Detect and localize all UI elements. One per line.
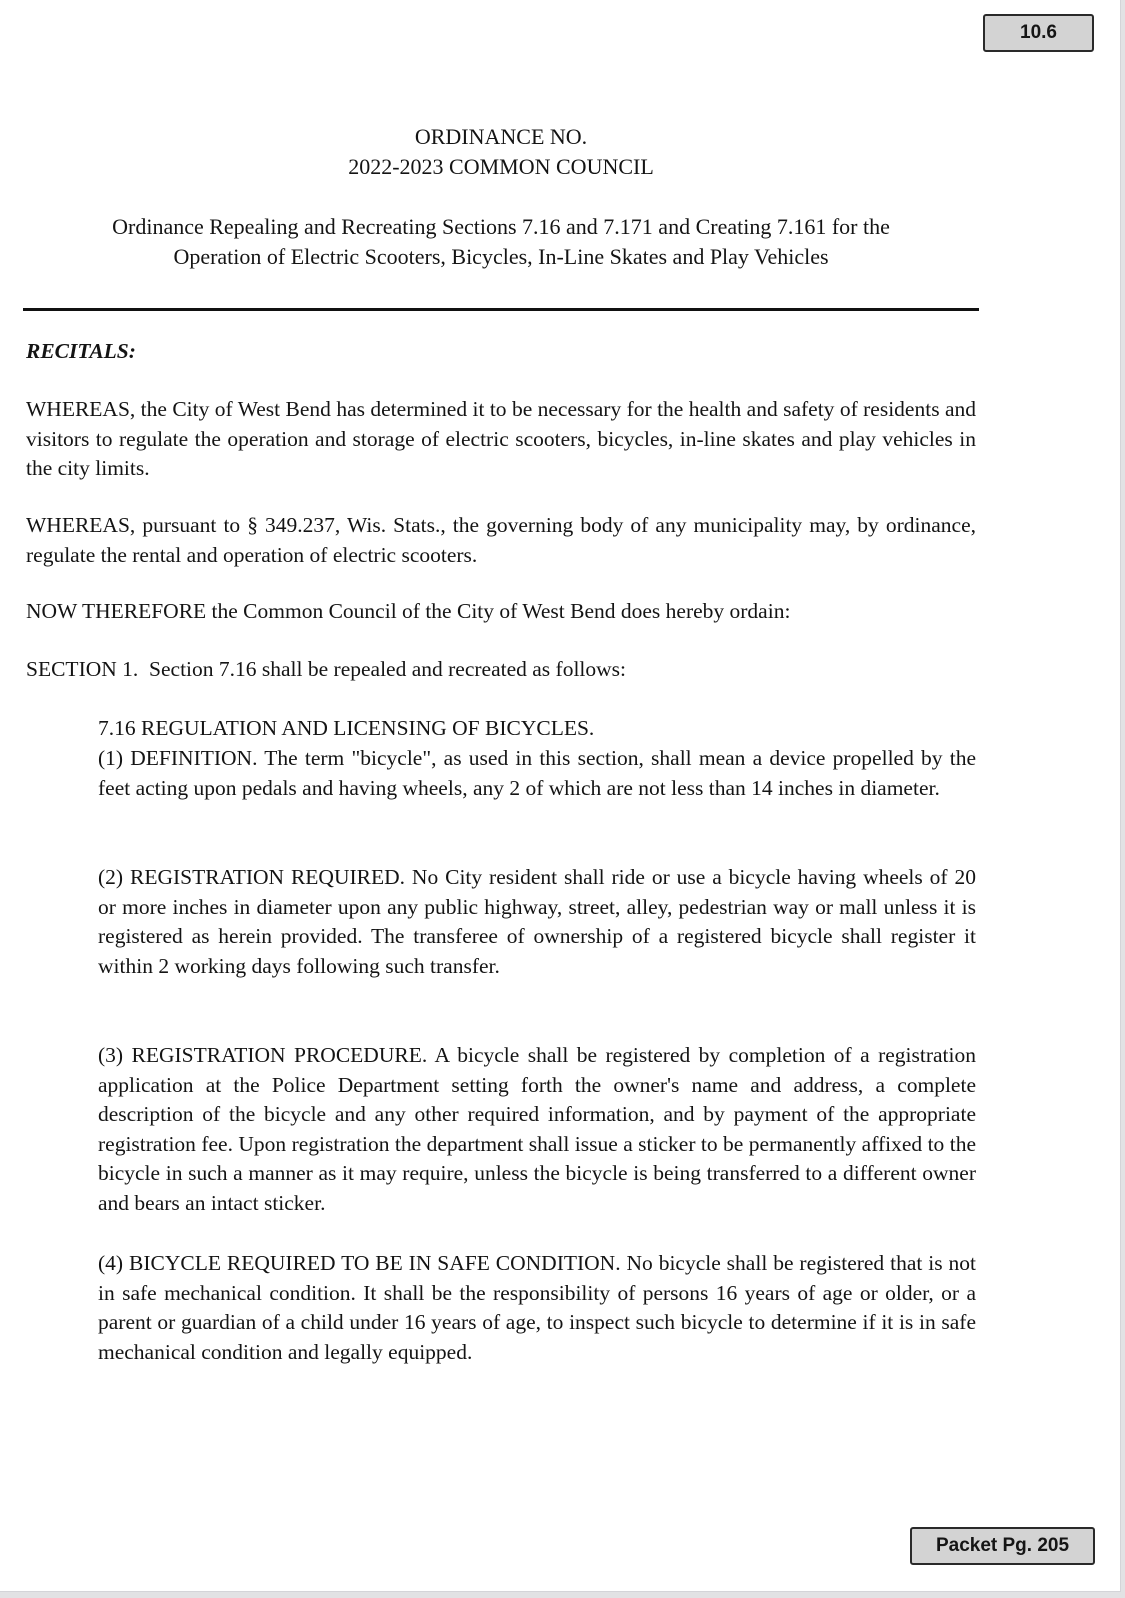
packet-page-badge: Packet Pg. 205 [910,1527,1095,1565]
subsection-3-text: (3) REGISTRATION PROCEDURE. A bicycle shall be registered by completion of a registration application at the Police Department setting forth the owner's name and address, a complete description of the bicycle and any other required information, and by payment of the appropriate registration fee. Upon registration the department shall issue a sticker to be permanently affixed to the bicycle in such a manner as it may require, unless the bicycle is being transferred to a different owner and bears an intact sticker. [98,1043,976,1215]
header-divider [23,308,979,311]
recitals-heading: RECITALS: [26,339,136,363]
ordinance-number: ORDINANCE NO. [414,124,588,149]
whereas-1-text: WHEREAS, the City of West Bend has determined it to be necessary for the health and safety of residents and visitors to regulate the operation and storage of electric scooters, bicycles, in-line skates and play vehicles in the city limits. [26,397,976,480]
whereas-paragraph-1 [26,395,976,484]
subsection-4-safe-condition [98,1249,976,1367]
subsection-1-definition [98,744,976,803]
ordinance-title-line-2: Operation of Electric Scooters, Bicycles, In-Line Skates and Play Vehicles [173,244,829,269]
subsection-2-registration-required [98,863,976,981]
council-session: 2022-2023 COMMON COUNCIL [348,154,654,179]
section-7-16-heading: 7.16 REGULATION AND LICENSING OF BICYCLES. [98,716,595,740]
subsection-4-text: (4) BICYCLE REQUIRED TO BE IN SAFE CONDITION. No bicycle shall be registered that is not in safe mechanical condition. It shall be the responsibility of persons 16 years of age or older, or a parent or guardian of a child under 16 years of age, to inspect such bicycle to determine if it is in safe mechanical condition and legally equipped. [98,1251,976,1364]
subsection-2-text: (2) REGISTRATION REQUIRED. No City resident shall ride or use a bicycle having wheels of 20 or more inches in diameter upon any public highway, street, alley, pedestrian way or mall unless it is registered as herein provided. The transferee of ownership of a registered bicycle shall register it within 2 working days following such transfer. [98,865,976,978]
subsection-3-registration-procedure [98,1041,976,1218]
whereas-paragraph-2 [26,511,976,570]
whereas-2-text: WHEREAS, pursuant to § 349.237, Wis. Stats., the governing body of any municipality may, by ordinance, regulate the rental and operation of electric scooters. [26,513,976,567]
subsection-1-text: (1) DEFINITION. The term "bicycle", as used in this section, shall mean a device propelled by the feet acting upon pedals and having wheels, any 2 of which are not less than 14 inches in diameter. [98,746,976,800]
section-1-paragraph: SECTION 1. Section 7.16 shall be repealed and recreated as follows: [26,657,627,681]
now-therefore-paragraph: NOW THEREFORE the Common Council of the City of West Bend does hereby ordain: [26,599,791,623]
agenda-item-badge: 10.6 [983,14,1094,52]
ordinance-title-line-1: Ordinance Repealing and Recreating Sections 7.16 and 7.171 and Creating 7.161 for the [112,214,890,239]
